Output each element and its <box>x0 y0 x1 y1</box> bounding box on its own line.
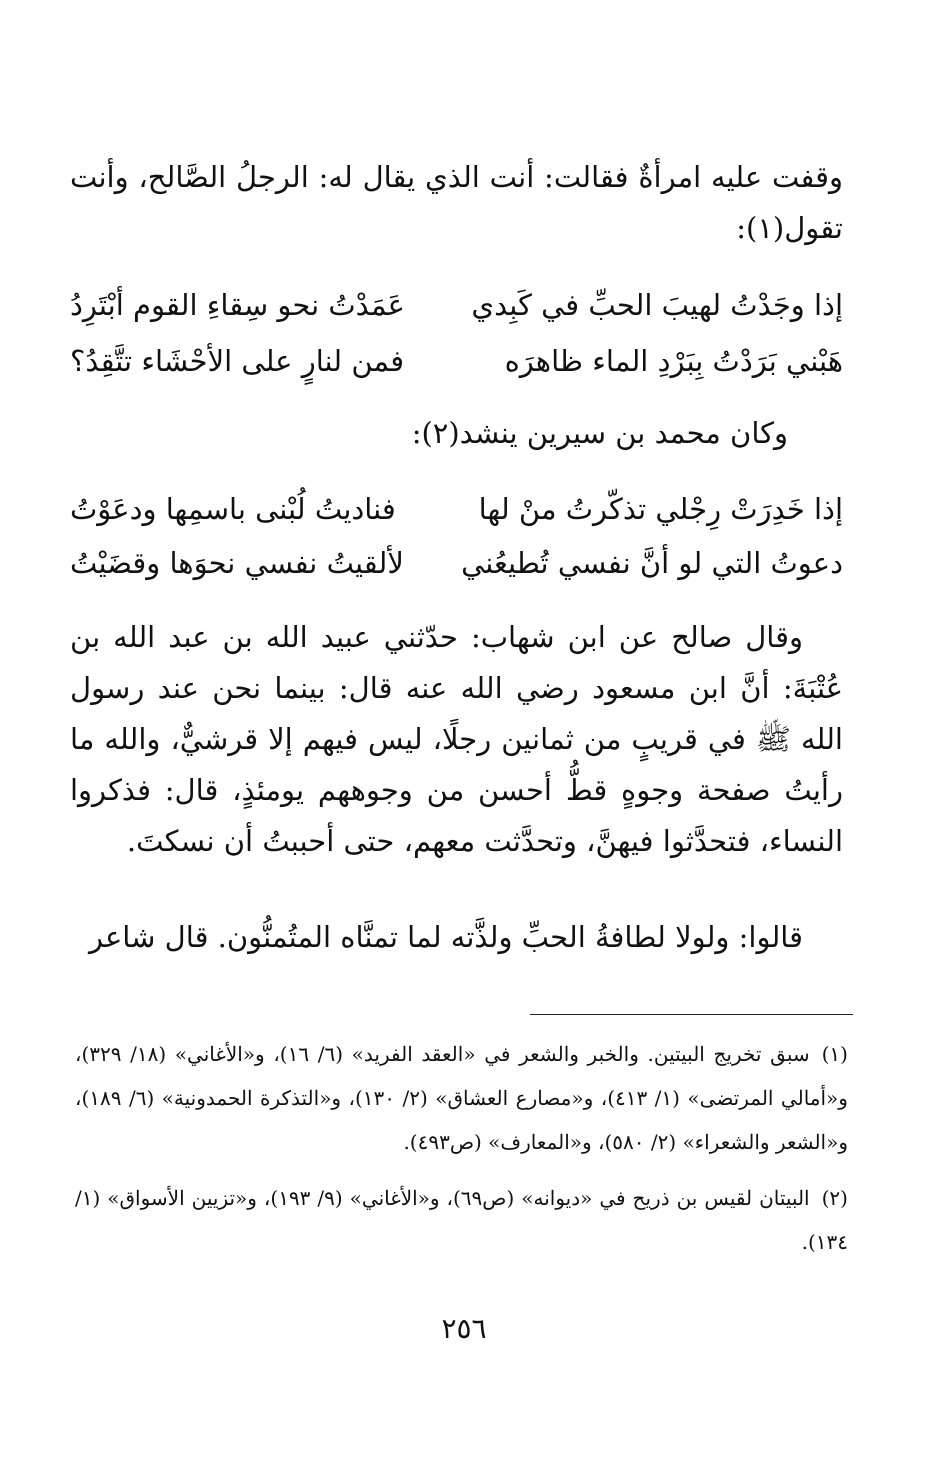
hemistich-second: فناديتُ لُبْنى باسمِها ودعَوْتُ <box>70 492 396 526</box>
footnote-number: (١) <box>821 1042 848 1066</box>
poem1-verse-2 <box>70 336 843 386</box>
hemistich-second: عَمَدْتُ نحو سِقاءِ القوم أبْتَرِدُ <box>70 288 405 322</box>
paragraph-lovers-saying: قالوا: ولولا لطافةُ الحبِّ ولذَّته لما تمنَّاه المتُمنُّون. قال شاعر <box>89 920 803 954</box>
hemistich-first: إذا خَدِرَتْ رِجْلي تذكّرتُ منْ لها <box>478 492 843 526</box>
footnote-separator <box>530 1014 853 1015</box>
hemistich-second: لألقيتُ نفسي نحوَها وقضَيْتُ <box>70 546 404 580</box>
hemistich-first: دعوتُ التي لو أنَّ نفسي تُطيعُني <box>461 546 843 580</box>
footnote-text: سبق تخريج البيتين. والخبر والشعر في «العقد الفريد» (٦/ ١٦)، و«الأغاني» (١٨/ ٣٢٩)، و«أمالي المرتضى» (١/ ٤١٣)، و«مصارع العشاق» (٢/ ١٣٠)، و«التذكرة الحمدونية» (٦/ ١٨٩)، و«الشعر والشعراء» (٢/ ٥٨٠)، و«المعارف» (ص٤٩٣). <box>75 1042 848 1154</box>
page-number: ٢٥٦ <box>441 1312 487 1345</box>
paragraph-ibn-masud-hadith: وقال صالح عن ابن شهاب: حدّثني عبيد الله بن عبد الله بن عُتْبَةَ: أنَّ ابن مسعود رضي الله عنه قال: بينما نحن عند رسول الله ﷺ في قريبٍ من ثمانين رجلًا، ليس فيهم إلا قرشيٌّ، والله ما رأيتُ صفحة وجوهٍ قطُّ أحسن من وجوههم يومئذٍ، قال: فذكروا النساء، فتحدَّثوا فيهنَّ، وتحدَّثت معهم، حتى أحببتُ أن نسكتَ. <box>70 620 843 858</box>
footnote-number: (٢) <box>821 1186 848 1210</box>
paragraph-ibn-sirin: وكان محمد بن سيرين ينشد(٢): <box>411 416 788 450</box>
hemistich-second: فمن لنارٍ على الأحْشَاء تتَّقِدُ؟ <box>70 344 405 378</box>
paragraph-woman-speech: وقفت عليه امرأةٌ فقالت: أنت الذي يقال له: الرجلُ الصَّالح، وأنت تقول(١): <box>70 160 843 245</box>
footnote-text: البيتان لقيس بن ذريح في «ديوانه» (ص٦٩)، و«الأغاني» (٩/ ١٩٣)، و«تزيين الأسواق» (١/ ١٣٤). <box>75 1186 848 1254</box>
hemistich-first: هَبْني بَرَدْتُ بِبَرْدِ الماء ظاهرَه <box>504 344 843 378</box>
footnote-1 <box>75 1032 848 1164</box>
footnote-2 <box>75 1176 848 1264</box>
poem2-verse-1 <box>70 484 843 534</box>
poem2-verse-2 <box>70 538 843 588</box>
poem1-verse-1 <box>70 280 843 330</box>
hemistich-first: إذا وجَدْتُ لهيبَ الحبِّ في كَبِدي <box>471 288 843 322</box>
